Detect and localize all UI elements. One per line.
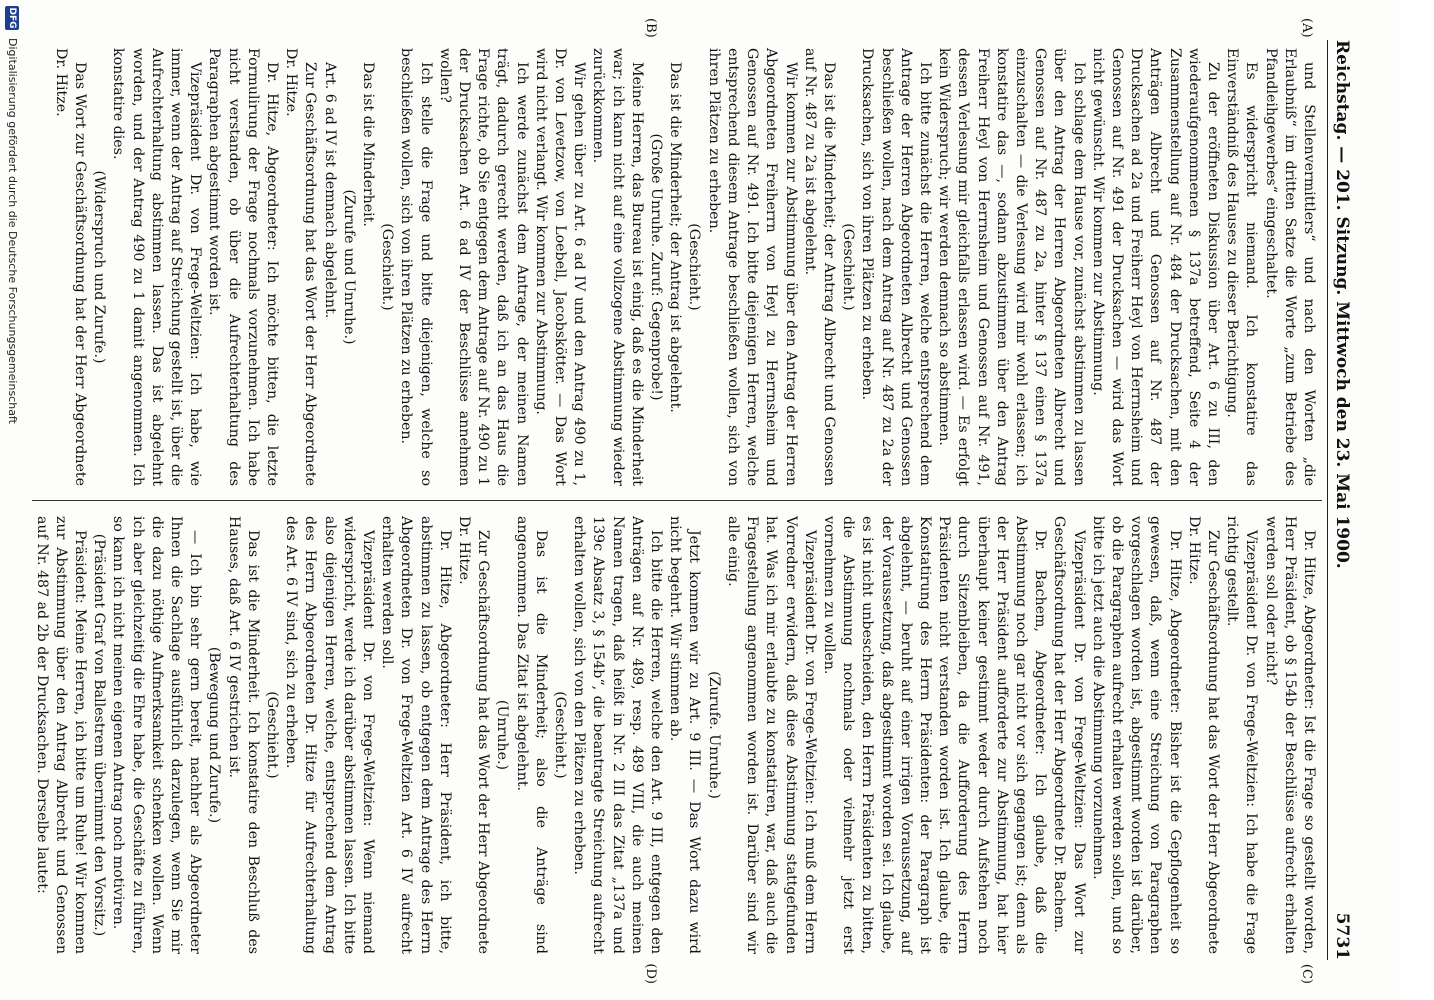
footer-credit	[0, 0, 25, 1000]
header-rule	[1327, 40, 1328, 960]
paragraph: (Große Unruhe. Zuruf: Gegenprobe!)	[648, 133, 665, 401]
paragraph: (Bewegung und Zurufe.)	[206, 646, 223, 824]
margin-marker-c: (C)	[1299, 963, 1314, 984]
paragraph: Dr. Hitze, Abgeordneter: Bisher ist die Gepflogenheit so gewesen, daß, wenn eine Streichung von Paragraphen vorgeschlagen worden ist, abgestimmt worden ist darüber, ob die Paragraphen aufrecht erhalten werden sollen, und so bitte ich jetzt auch die Abstimmung vorzunehmen.	[1089, 516, 1183, 954]
paragraph: Das ist die Minderheit. Ich konstatire den Beschluß des Hauses, daß Art. 6 IV gestrichen ist.	[225, 516, 261, 954]
paragraph: Ich stelle die Frage und bitte diejenigen, welche so beschließen wollen, sich von ihren Plätzen zu erheben.	[398, 48, 434, 486]
paragraph: Meine Herren, das Bureau ist einig, daß es die Minderheit war; ich kann nicht auf eine vollzogene Abstimmung wieder zurückkommen.	[590, 48, 645, 486]
paragraph: Wir kommen zur Abstimmung über den Antrag der Herren Abgeordneten Freiherrn von Heyl zu Herrnsheim und Genossen auf Nr. 491. Ich bitte diejenigen Herren, welche entsprechend diesem Antrage beschließen wollen, sich von ihren Plätzen zu erheben.	[705, 48, 799, 486]
paragraph: Ich bitte die Herren, welche den Art. 9 III, entgegen den Anträgen auf Nr. 489, resp. 489 VIII, die auch meinen Namen tragen, daß heißt in Nr. 2 III das Zitat „137a und 139c Absatz 3, § 154b“, die beantragte Streichung aufrecht erhalten wollen, sich von den Plätzen zu erheben.	[571, 516, 665, 954]
paragraph: Ich schlage dem Hause vor, zunächst abstimmen zu lassen über den Antrag der Herren Abgeordneten Albrecht und Genossen auf Nr. 487 zu 2a, hinter § 137 einen § 137a einzuschalten — die Verlesung wird mir wohl erlassen; ich konstatire das —, sodann abzustimmen über den Antrag Freiherr Heyl von Herrnsheim und Genossen auf Nr. 491, dessen Verlesung mir gleichfalls erlassen wird. — Es erfolgt kein Widerspruch; wir werden demnach so abstimmen.	[936, 48, 1087, 486]
paragraph: (Geschieht.)	[686, 223, 703, 311]
paragraph: (Geschieht.)	[264, 691, 281, 779]
paragraph: (Widerspruch und Zurufe.)	[91, 170, 108, 364]
paragraph: Art. 6 ad IV ist demnach abgelehnt.	[321, 62, 338, 319]
left-column	[51, 48, 1318, 486]
paragraph: Es widerspricht niemand. Ich konstatire das Einverständniß des Hauses zu dieser Berichtigung.	[1224, 48, 1260, 486]
paragraph: Zur Geschäftsordnung hat das Wort der Herr Abgeordnete Dr. Hitze.	[283, 48, 319, 486]
paragraph: Dr. Hitze, Abgeordneter: Ich möchte bitten, die letzte Formulirung der Frage nochmals vorzunehmen. Ich habe nicht verstanden, ob über die Aufrechterhaltung des Paragraphen abgestimmt worden ist.	[206, 48, 281, 486]
paragraph: Ich bitte zunächst die Herren, welche entsprechend dem Antrage der Herren Abgeordneten Albrecht und Genossen beschließen wollen, nach dem Antrag auf Nr. 487 zu 2a der Drucksachen, sich von ihren Plätzen zu erheben.	[859, 48, 933, 486]
paragraph: Vizepräsident Dr. von Frege-Weltzien: Wenn niemand widerspricht, werde ich darüber abstimmen lassen. Ich bitte also diejenigen Herren, welche, entsprechend dem Antrag des Herrn Abgeordneten Dr. Hitze für Aufrechterhaltung des Art. 6 IV sind, sich zu erheben.	[283, 516, 377, 954]
paragraph: (Geschieht.)	[552, 691, 569, 779]
paragraph: Das ist die Minderheit; also die Anträge sind angenommen. Das Zitat ist abgelehnt.	[513, 516, 549, 954]
paragraph: Jetzt kommen wir zu Art. 9 III. — Das Wort dazu wird nicht begehrt. Wir stimmen ab.	[667, 516, 703, 954]
paragraph: Das ist die Minderheit.	[360, 62, 377, 227]
paragraph: (Zurufe. Unruhe.)	[705, 671, 722, 799]
paragraph: (Zurufe und Unruhe.)	[340, 189, 357, 345]
paragraph: Dr. Bachem, Abgeordneter: Ich glaube, daß die Abstimmung noch gar nicht vor sich gegangen ist; denn als der Herr Präsident aufforderte zur Abstimmung, hat hier überhaupt keiner gestimmt weder durch Aufstehen noch durch Sitzenbleiben, da die Aufforderung des Herrn Präsidenten nicht verstanden worden ist. Ich glaube, die Konstatirung des Herrn Präsidenten: der Paragraph ist abgelehnt, — beruht auf einer irrigen Voraussetzung, auf der Voraussetzung, daß abgestimmt worden sei. Ich glaube, es ist nicht unbescheiden, den Herrn Präsidenten zu bitten, die Abstimmung nochmals oder vielmehr jetzt erst vornehmen zu wollen.	[820, 516, 1049, 954]
paragraph: Zur Geschäftsordnung hat das Wort der Herr Abgeordnete Dr. Hitze.	[456, 516, 492, 954]
paragraph: Das ist die Minderheit; der Antrag ist abgelehnt.	[667, 62, 684, 413]
paragraph: Wir gehen über zu Art. 6 ad IV und den Antrag 490 zu 1, Dr. von Levetzow, von Loebell, Jacobskötter. — Das Wort wird nicht verlangt. Wir kommen zur Abstimmung.	[532, 48, 588, 486]
paragraph: Zur Geschäftsordnung hat das Wort der Herr Abgeordnete Dr. Hitze.	[1185, 516, 1221, 954]
dfg-logo: DFG	[7, 7, 18, 29]
margin-marker-b: (B)	[643, 18, 658, 38]
paragraph: und Stellenvermittlers“ und nach den Worten „die Erlaubniß“ im dritten Satze die Worte „zum Betriebe des Pfandleihgewerbes“ eingeschaltet.	[1262, 48, 1317, 486]
paragraph: Dr. Hitze, Abgeordneter: Herr Präsident, ich bitte, abstimmen zu lassen, ob entgegen dem Antrage des Herrn Abgeordneten Dr. von Frege-Weltzien Art. 6 IV aufrecht erhalten werden soll.	[379, 516, 453, 954]
paragraph: (Geschieht.)	[379, 223, 396, 311]
paragraph: Vizepräsident Dr. von Frege-Weltzien: Ich habe, wie immer, wenn der Antrag auf Streichung gestellt ist, über die Aufrechterhaltung abstimmen lassen. Das ist abgelehnt worden, und der Antrag 490 zu 1 damit angenommen. Ich konstatire dies.	[110, 48, 204, 486]
paragraph: Zu der eröffneten Diskussion über Art. 6 zu III, den wiederaufgenommenen § 137a betreffend, Seite 4 der Zusammenstellung auf Nr. 484 der Drucksachen, mit den Anträgen Albrecht und Genossen auf Nr. 487 der Drucksachen ad 2a und Freiherr Heyl von Herrnsheim und Genossen auf Nr. 491 der Drucksachen — wird das Wort nicht gewünscht. Wir kommen zur Abstimmung.	[1089, 48, 1221, 486]
footer-credit-text: Digitalisierung gefördert durch die Deutsche Forschungsgemeinschaft	[6, 38, 19, 424]
page-header	[1332, 40, 1360, 960]
right-column	[31, 516, 1318, 954]
paragraph: Vizepräsident Dr. von Frege-Weltzien: Das Wort zur Geschäftsordnung hat der Herr Abgeordnete Dr. Bachem.	[1051, 516, 1087, 954]
paragraph: Das Wort zur Geschäftsordnung hat der Herr Abgeordnete Dr. Hitze.	[52, 48, 88, 486]
paragraph: (Präsident Graf von Ballestrem übernimmt den Vorsitz.)	[91, 533, 108, 937]
paragraph: — Ich bin sehr gern bereit, nachher als Abgeordneter Ihnen die Sachlage ausführlich darzulegen, wenn Sie mir die dazu nöthige Aufmerksamkeit schenken wollen. Wenn ich aber gleichzeitig die Ehre habe, die Geschäfte zu führen, so kann ich nicht meinen eigenen Antrag noch motiviren.	[110, 516, 204, 954]
paragraph: (Geschieht.)	[840, 223, 857, 311]
paragraph: Das ist die Minderheit; der Antrag Albrecht und Genossen auf Nr. 487 zu 2a ist abgelehnt.	[801, 48, 837, 486]
paragraph: Ich werde zunächst dem Antrage, der meinen Namen trägt, dadurch gerecht werden, daß ich an das Haus die Frage richte, ob Sie entgegen dem Antrage auf Nr. 490 zu 1 der Drucksachen Art. 6 ad IV der Beschlüsse annehmen wollen?	[436, 48, 530, 486]
margin-marker-d: (D)	[643, 963, 658, 984]
paragraph: Dr. Hitze, Abgeordneter: Ist die Frage so gestellt worden, Herr Präsident, ob § 154b der Beschlüsse aufrecht erhalten werden soll oder nicht?	[1262, 516, 1317, 954]
margin-marker-a: (A)	[1299, 18, 1314, 38]
paragraph: Vizepräsident Dr. von Frege-Weltzien: Ich habe die Frage richtig gestellt.	[1224, 516, 1260, 954]
header-title: Reichstag. — 201. Sitzung. Mittwoch den 23. Mai 1900.	[1332, 40, 1352, 569]
paragraph: Vizepräsident Dr. von Frege-Weltzien: Ich muß dem Herrn Vorredner erwidern, daß diese Abstimmung stattgefunden hat. Was ich mir erlaubte zu konstatiren, war, daß auch die Fragestellung angenommen worden ist. Darüber sind wir alle einig.	[724, 516, 818, 954]
page-number: 5731	[1332, 912, 1352, 960]
column-divider	[32, 500, 1322, 501]
paragraph: (Unruhe.)	[494, 699, 511, 771]
paragraph: Präsident: Meine Herren, ich bitte um Ruhe! Wir kommen zur Abstimmung über den Antrag Albrecht und Genossen auf Nr. 487 ad 2b der Drucksachen. Derselbe lautet:	[33, 516, 88, 954]
